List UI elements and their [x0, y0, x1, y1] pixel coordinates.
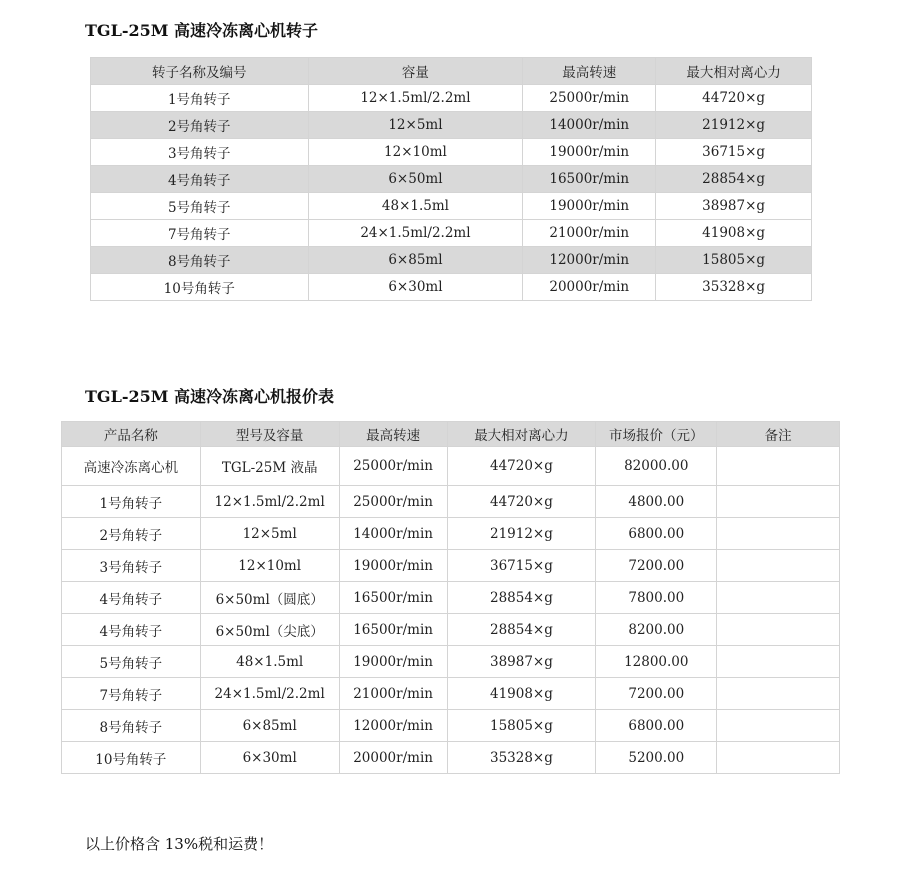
table-row [62, 614, 840, 646]
cell-rotor-name: 2号角转子 [91, 112, 309, 139]
cell-max-rcf: 41908×g [656, 220, 812, 247]
cell-max-rcf: 44720×g [656, 85, 812, 112]
price-table-title: TGL-25M 高速冷冻离心机报价表 [85, 387, 335, 406]
table-row [62, 710, 840, 742]
cell-max-speed: 25000r/min [523, 85, 656, 112]
cell-price: 4800.00 [596, 486, 717, 518]
table-row [62, 678, 840, 710]
cell-max-rcf: 35328×g [447, 742, 596, 774]
cell-product-name: 8号角转子 [62, 710, 201, 742]
cell-price: 12800.00 [596, 646, 717, 678]
cell-rotor-name: 7号角转子 [91, 220, 309, 247]
table-row [62, 742, 840, 774]
cell-max-rcf: 41908×g [447, 678, 596, 710]
cell-capacity: 12×1.5ml/2.2ml [308, 85, 523, 112]
cell-price: 6800.00 [596, 518, 717, 550]
cell-product-name: 1号角转子 [62, 486, 201, 518]
header-max-rcf: 最大相对离心力 [447, 422, 596, 447]
cell-max-rcf: 15805×g [447, 710, 596, 742]
cell-model-capacity: 6×50ml（尖底） [200, 614, 339, 646]
header-max-rcf: 最大相对离心力 [656, 58, 812, 85]
cell-max-speed: 12000r/min [339, 710, 447, 742]
cell-max-speed: 16500r/min [339, 614, 447, 646]
cell-max-speed: 19000r/min [339, 646, 447, 678]
cell-max-speed: 16500r/min [523, 166, 656, 193]
table-row [62, 582, 840, 614]
table-row [91, 85, 812, 112]
cell-product-name: 10号角转子 [62, 742, 201, 774]
cell-max-rcf: 15805×g [656, 247, 812, 274]
cell-max-speed: 25000r/min [339, 447, 447, 486]
table-row [91, 274, 812, 301]
cell-capacity: 6×50ml [308, 166, 523, 193]
cell-max-speed: 21000r/min [339, 678, 447, 710]
cell-max-rcf: 35328×g [656, 274, 812, 301]
cell-max-speed: 14000r/min [339, 518, 447, 550]
cell-model-capacity: 12×10ml [200, 550, 339, 582]
cell-remarks [717, 582, 840, 614]
table-row [91, 166, 812, 193]
table-row [91, 139, 812, 166]
cell-max-speed: 21000r/min [523, 220, 656, 247]
cell-remarks [717, 614, 840, 646]
cell-price: 7800.00 [596, 582, 717, 614]
cell-capacity: 12×5ml [308, 112, 523, 139]
cell-max-speed: 25000r/min [339, 486, 447, 518]
table-row [62, 550, 840, 582]
cell-price: 7200.00 [596, 678, 717, 710]
cell-remarks [717, 550, 840, 582]
cell-product-name: 3号角转子 [62, 550, 201, 582]
cell-product-name: 高速冷冻离心机 [62, 447, 201, 486]
cell-product-name: 4号角转子 [62, 582, 201, 614]
cell-max-rcf: 21912×g [656, 112, 812, 139]
cell-model-capacity: 6×50ml（圆底） [200, 582, 339, 614]
cell-max-speed: 20000r/min [339, 742, 447, 774]
rotor-table-title: TGL-25M 高速冷冻离心机转子 [85, 21, 319, 40]
rotor-table-header-row [91, 58, 812, 85]
table-row [91, 220, 812, 247]
cell-model-capacity: 48×1.5ml [200, 646, 339, 678]
cell-price: 8200.00 [596, 614, 717, 646]
cell-model-capacity: 12×5ml [200, 518, 339, 550]
cell-capacity: 48×1.5ml [308, 193, 523, 220]
price-table [61, 421, 840, 774]
cell-max-rcf: 38987×g [656, 193, 812, 220]
cell-price: 6800.00 [596, 710, 717, 742]
cell-max-speed: 19000r/min [523, 193, 656, 220]
cell-max-rcf: 44720×g [447, 447, 596, 486]
cell-rotor-name: 8号角转子 [91, 247, 309, 274]
cell-rotor-name: 3号角转子 [91, 139, 309, 166]
cell-remarks [717, 710, 840, 742]
cell-price: 5200.00 [596, 742, 717, 774]
table-row [91, 193, 812, 220]
rotor-table [90, 57, 812, 301]
cell-max-speed: 12000r/min [523, 247, 656, 274]
cell-rotor-name: 4号角转子 [91, 166, 309, 193]
header-market-price: 市场报价（元） [596, 422, 717, 447]
table-row [62, 646, 840, 678]
table-row [91, 112, 812, 139]
price-note: 以上价格含 13%税和运费！ [85, 835, 274, 853]
cell-max-speed: 19000r/min [339, 550, 447, 582]
cell-max-rcf: 36715×g [656, 139, 812, 166]
header-model-capacity: 型号及容量 [200, 422, 339, 447]
cell-product-name: 4号角转子 [62, 614, 201, 646]
header-max-speed: 最高转速 [339, 422, 447, 447]
cell-max-rcf: 28854×g [447, 582, 596, 614]
cell-remarks [717, 742, 840, 774]
cell-max-speed: 16500r/min [339, 582, 447, 614]
table-row [62, 486, 840, 518]
cell-max-rcf: 21912×g [447, 518, 596, 550]
cell-rotor-name: 1号角转子 [91, 85, 309, 112]
header-remarks: 备注 [717, 422, 840, 447]
cell-capacity: 12×10ml [308, 139, 523, 166]
cell-price: 7200.00 [596, 550, 717, 582]
cell-max-speed: 19000r/min [523, 139, 656, 166]
cell-capacity: 6×85ml [308, 247, 523, 274]
table-row [91, 247, 812, 274]
cell-remarks [717, 518, 840, 550]
cell-model-capacity: 24×1.5ml/2.2ml [200, 678, 339, 710]
cell-product-name: 5号角转子 [62, 646, 201, 678]
cell-max-rcf: 36715×g [447, 550, 596, 582]
header-capacity: 容量 [308, 58, 523, 85]
cell-remarks [717, 678, 840, 710]
price-table-header-row [62, 422, 840, 447]
cell-max-rcf: 38987×g [447, 646, 596, 678]
table-row [62, 518, 840, 550]
cell-rotor-name: 5号角转子 [91, 193, 309, 220]
cell-model-capacity: TGL-25M 液晶 [200, 447, 339, 486]
header-max-speed: 最高转速 [523, 58, 656, 85]
cell-max-rcf: 28854×g [656, 166, 812, 193]
cell-capacity: 6×30ml [308, 274, 523, 301]
header-product-name: 产品名称 [62, 422, 201, 447]
cell-capacity: 24×1.5ml/2.2ml [308, 220, 523, 247]
cell-max-speed: 14000r/min [523, 112, 656, 139]
cell-rotor-name: 10号角转子 [91, 274, 309, 301]
table-row [62, 447, 840, 486]
cell-product-name: 2号角转子 [62, 518, 201, 550]
cell-model-capacity: 6×30ml [200, 742, 339, 774]
cell-remarks [717, 646, 840, 678]
cell-max-rcf: 44720×g [447, 486, 596, 518]
cell-max-rcf: 28854×g [447, 614, 596, 646]
header-rotor-name: 转子名称及编号 [91, 58, 309, 85]
cell-price: 82000.00 [596, 447, 717, 486]
cell-product-name: 7号角转子 [62, 678, 201, 710]
cell-remarks [717, 447, 840, 486]
cell-remarks [717, 486, 840, 518]
cell-model-capacity: 12×1.5ml/2.2ml [200, 486, 339, 518]
cell-model-capacity: 6×85ml [200, 710, 339, 742]
cell-max-speed: 20000r/min [523, 274, 656, 301]
